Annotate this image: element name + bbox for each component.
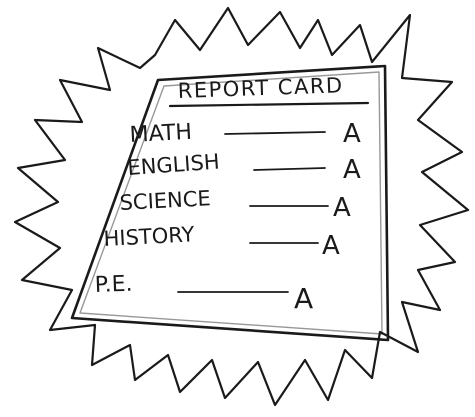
subject-label-history: HISTORY: [103, 222, 195, 251]
grade-line-english: [254, 168, 325, 170]
grade-english: A: [343, 155, 361, 185]
grade-science: A: [333, 193, 351, 223]
subject-label-pe: P.E.: [94, 271, 133, 298]
subject-label-math: MATH: [129, 119, 193, 148]
starburst-outline: [15, 8, 468, 405]
title-underline: [170, 103, 368, 106]
report-card-title: REPORT CARD: [177, 73, 344, 103]
grade-pe: A: [294, 282, 314, 315]
subject-label-english: ENGLISH: [126, 149, 221, 180]
grade-line-math: [225, 132, 325, 134]
subject-label-science: SCIENCE: [119, 186, 212, 215]
grade-history: A: [322, 231, 340, 261]
grade-math: A: [343, 119, 361, 149]
